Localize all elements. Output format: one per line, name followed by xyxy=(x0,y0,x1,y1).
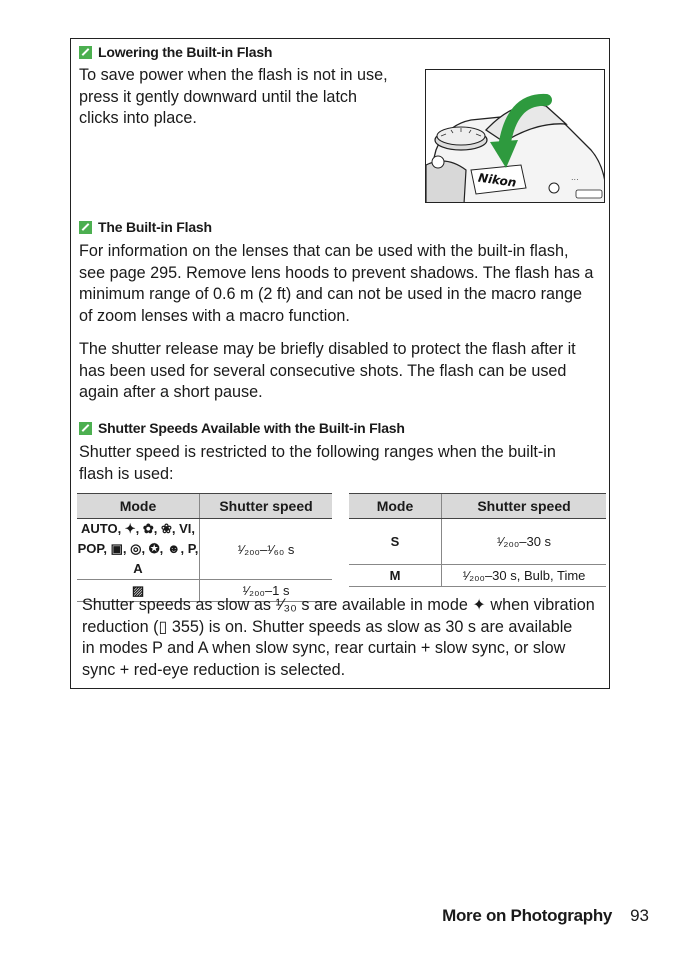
table-row xyxy=(349,565,606,587)
col-header-mode: Mode xyxy=(77,494,200,519)
speed-cell: ¹⁄₂₀₀–30 s, Bulb, Time xyxy=(442,565,607,587)
table-row xyxy=(349,519,606,565)
page-number: 93 xyxy=(630,906,649,925)
shutter-speeds-text: Shutter speed is restricted to the following ranges when the built-in flash is used: xyxy=(79,443,556,483)
shutter-table-left xyxy=(77,493,332,602)
mode-cell: S xyxy=(349,519,442,565)
shutter-release-text: The shutter release may be briefly disabled to protect the flash after it has been used for several consecutive shots. The flash can be used again after a short pause. xyxy=(79,340,576,402)
section-title-shutter-speeds: Shutter Speeds Available with the Built-in Flash xyxy=(79,420,405,436)
mode-cell: M xyxy=(349,565,442,587)
camera-illustration-svg xyxy=(426,70,605,203)
note-pencil-icon xyxy=(79,221,92,234)
col-header-shutter-speed: Shutter speed xyxy=(200,494,333,519)
col-header-shutter-speed: Shutter speed xyxy=(442,494,607,519)
mode-cell: ▨ xyxy=(77,580,200,602)
lowering-flash-text: To save power when the flash is not in use, press it gently downward until the latch clicks into place. xyxy=(79,66,388,128)
page-footer xyxy=(442,906,649,926)
speed-cell: ¹⁄₂₀₀–1 s xyxy=(200,580,333,602)
section-title-lowering-flash: Lowering the Built-in Flash xyxy=(79,44,272,60)
info-box xyxy=(70,38,610,689)
camera-flash-illustration xyxy=(425,69,605,203)
built-in-flash-text: For information on the lenses that can be used with the built-in flash, see page 295. Remove lens hoods to prevent shadows. The flash has a minimum range of 0.6 m (2 ft) and can not be used in the macro range of zoom lenses with a macro function. xyxy=(79,242,594,326)
note-pencil-icon xyxy=(79,46,92,59)
table-row xyxy=(77,519,332,580)
speed-cell: ¹⁄₂₀₀–¹⁄₆₀ s xyxy=(200,519,333,580)
note-pencil-icon xyxy=(79,422,92,435)
col-header-mode: Mode xyxy=(349,494,442,519)
shutter-note-text: Shutter speeds as slow as ¹⁄₃₀ s are available in mode ✦ when vibration reduction (▯ 355) is on. Shutter speeds as slow as 30 s are available in modes P and A when slow sync, rear curtain + slow sync, or slow sync + red-eye reduction is selected. xyxy=(82,596,595,680)
footer-section-title: More on Photography xyxy=(442,906,613,925)
speed-cell: ¹⁄₂₀₀–30 s xyxy=(442,519,607,565)
shutter-table-right xyxy=(349,493,606,587)
mode-cell: AUTO, ✦, ✿, ❀, VI, POP, ▣, ◎, ✪, ☻, P, A xyxy=(77,519,200,580)
brand-label: Nikon xyxy=(477,170,518,190)
section-title-built-in-flash: The Built-in Flash xyxy=(79,219,212,235)
svg-text:...: ... xyxy=(571,173,579,182)
